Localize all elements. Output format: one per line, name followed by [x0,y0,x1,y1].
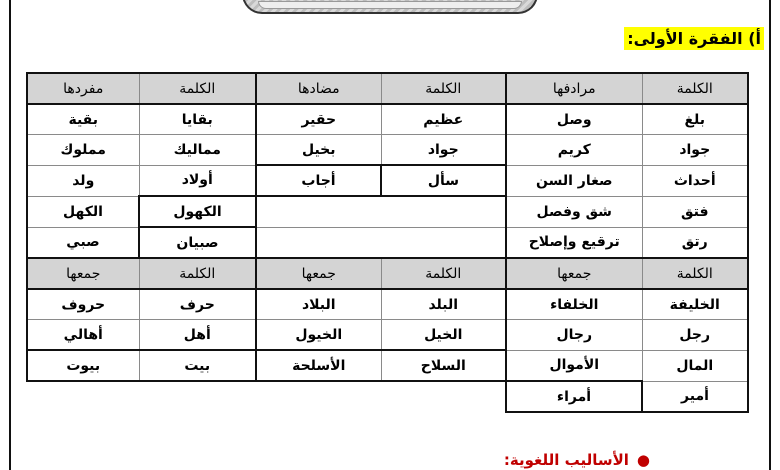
table-cell: رجال [506,320,642,351]
table-cell: أجاب [256,165,381,196]
table-cell: بقايا [139,104,256,135]
table-cell: كريم [506,135,642,166]
table-cell: رتق [642,227,748,258]
table-cell-empty [381,227,506,258]
table-cell: سأل [381,165,506,196]
table-cell: أمير [642,381,748,412]
header-cell: الكلمة [642,73,748,104]
table-cell: بلغ [642,104,748,135]
section-heading: أ) الفقرة الأولى: [624,27,764,50]
table-cell: فتق [642,196,748,227]
table-cell: عظيم [381,104,506,135]
table-cell: أمراء [506,381,642,412]
table-cell: ترقيع وإصلاح [506,227,642,258]
table-cell: الكهل [27,196,139,227]
table-row [27,350,748,381]
page-frame-left [9,0,11,470]
header-cell: جمعها [506,258,642,289]
table-cell: الخليفة [642,289,748,320]
table-cell: الخلفاء [506,289,642,320]
table-cell: صغار السن [506,165,642,196]
table-cell: البلد [381,289,506,320]
table-cell: ولد [27,165,139,196]
table-cell: حرف [139,289,256,320]
table-row [27,165,748,196]
table-cell-empty [256,227,381,258]
table-header-row [27,258,748,289]
table-cell-empty [256,381,381,412]
header-cell: الكلمة [642,258,748,289]
table-cell: بيوت [27,350,139,381]
table-cell-empty [27,381,139,412]
subsection-heading-text: الأساليب اللغوية: [503,451,629,469]
table-row [27,320,748,351]
table-cell: حروف [27,289,139,320]
table-row [27,227,748,258]
table-cell: المال [642,350,748,381]
table-cell-empty [381,381,506,412]
table-cell: بيت [139,350,256,381]
table-row [27,104,748,135]
header-cell: الكلمة [381,73,506,104]
header-cell: مضادها [256,73,381,104]
table-cell: بخيل [256,135,381,166]
table-cell: أحداث [642,165,748,196]
subsection-heading [504,451,650,469]
header-cell: مفردها [27,73,139,104]
table-cell: شق وفصل [506,196,642,227]
table-cell: مملوك [27,135,139,166]
title-banner-decoration [242,0,538,14]
table-cell: أهالي [27,320,139,351]
header-cell: الكلمة [381,258,506,289]
header-cell: الكلمة [139,258,256,289]
table-cell: الكهول [139,196,256,227]
table-cell: الأسلحة [256,350,381,381]
table-cell: حقير [256,104,381,135]
header-cell: جمعها [27,258,139,289]
table-cell-empty [256,196,381,227]
table-cell: بقية [27,104,139,135]
table-row [27,196,748,227]
table-row [27,381,748,412]
table-cell: السلاح [381,350,506,381]
vocabulary-table [26,72,749,413]
table-header-row [27,73,748,104]
table-cell: جواد [642,135,748,166]
table-cell: جواد [381,135,506,166]
table-cell: أولاد [139,165,256,196]
table-cell: صبيان [139,227,256,258]
table-cell-empty [139,381,256,412]
table-row [27,135,748,166]
table-cell: وصل [506,104,642,135]
table-cell: رجل [642,320,748,351]
table-cell: الخيل [381,320,506,351]
table-cell: البلاد [256,289,381,320]
header-cell: الكلمة [139,73,256,104]
page-frame-right [769,0,771,470]
table-cell: الخيول [256,320,381,351]
header-cell: جمعها [256,258,381,289]
header-cell: مرادفها [506,73,642,104]
table-row [27,289,748,320]
table-cell: مماليك [139,135,256,166]
table-cell: الأموال [506,350,642,381]
table-cell: أهل [139,320,256,351]
table-cell-empty [381,196,506,227]
table-cell: صبي [27,227,139,258]
bullet-icon: ● [636,451,650,469]
